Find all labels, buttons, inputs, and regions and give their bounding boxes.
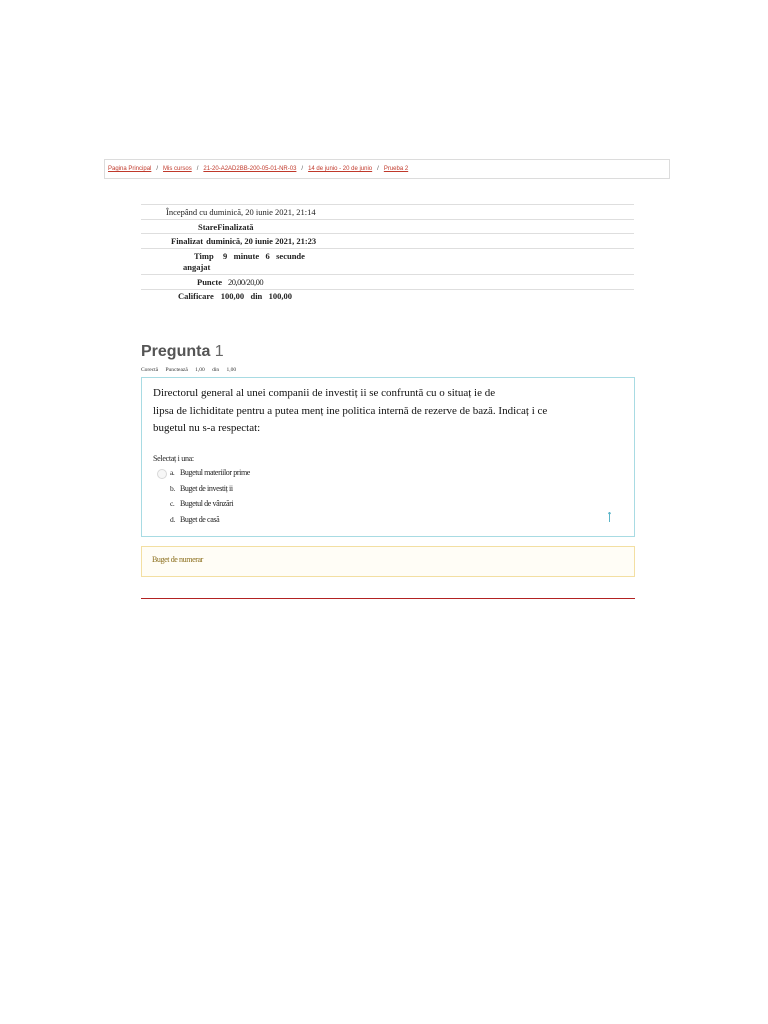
breadcrumb — [104, 159, 670, 179]
answer-option-d[interactable] — [170, 515, 219, 524]
time-value: 9 minute 6 secunde — [223, 251, 305, 261]
state-value: Finalizată — [217, 222, 254, 232]
breadcrumb-my-courses-link[interactable]: Mis cursos — [163, 166, 192, 172]
points-value: 20,00/20,00 — [228, 277, 264, 287]
answer-letter: b. — [170, 484, 175, 493]
section-divider — [141, 598, 635, 599]
breadcrumb-course-link[interactable]: 21-20-A2AD2BB-200-05-01-NR-03 — [203, 166, 297, 172]
question-text — [153, 385, 623, 438]
breadcrumb-quiz-link[interactable]: Prueba 2 — [383, 166, 409, 172]
summary-row-state — [141, 219, 634, 233]
grade-value: 100,00 din 100,00 — [220, 291, 293, 301]
time-label-line2: angajat — [183, 262, 211, 272]
time-label-line1: Timp — [194, 251, 214, 261]
finished-label: Finalizat — [171, 236, 204, 246]
grade-label: Calificare — [178, 291, 214, 301]
summary-row-points — [141, 274, 634, 289]
correct-marker-icon — [608, 512, 611, 522]
summary-row-started — [141, 204, 634, 219]
answer-letter: c. — [170, 499, 175, 508]
correct-answer-feedback — [141, 546, 635, 577]
question-meta: Corectă Punctează 1,00 din 1,00 — [141, 367, 237, 373]
correct-answer-text: Buget de numerar — [152, 555, 203, 564]
select-one-prompt: Selectaț i una: — [153, 454, 194, 463]
breadcrumb-separator: / — [377, 166, 379, 172]
started-text: Începând cu duminică, 20 iunie 2021, 21:14 — [166, 207, 316, 217]
answer-option-b[interactable] — [170, 484, 233, 493]
breadcrumb-separator: / — [156, 166, 159, 172]
question-text-line: bugetul nu s-a respectat: — [153, 422, 261, 434]
breadcrumb-home-link[interactable]: Pagina Principal — [108, 166, 152, 172]
summary-row-grade — [141, 289, 634, 305]
question-title — [141, 343, 224, 361]
answer-radio-a[interactable] — [157, 469, 167, 479]
answer-letter: d. — [170, 515, 175, 524]
answer-text: Buget de investiț ii — [180, 484, 233, 493]
answer-letter: a. — [170, 468, 175, 477]
summary-row-time — [141, 248, 634, 274]
summary-row-finished — [141, 233, 634, 248]
question-text-line: Directorul general al unei companii de investiț ii se confruntă cu o situaț ie de — [153, 387, 496, 399]
points-label: Puncte — [197, 277, 223, 287]
finished-value: duminică, 20 iunie 2021, 21:23 — [206, 236, 317, 246]
question-title-word: Pregunta — [141, 343, 211, 360]
answer-text: Buget de casă — [180, 515, 220, 524]
breadcrumb-separator: / — [196, 166, 199, 172]
question-content-box — [141, 377, 635, 537]
answer-text: Bugetul de vânzări — [180, 499, 234, 508]
breadcrumb-week-link[interactable]: 14 de junio - 20 de junio — [308, 166, 373, 172]
breadcrumb-separator: / — [301, 166, 304, 172]
question-number: 1 — [214, 343, 224, 360]
answer-option-a[interactable] — [170, 468, 250, 477]
state-label: Stare — [198, 222, 218, 232]
answer-option-c[interactable] — [170, 499, 233, 508]
attempt-summary-table — [141, 204, 634, 305]
answer-text: Bugetul materiilor prime — [180, 468, 250, 477]
question-text-line: lipsa de lichiditate pentru a putea menț ine politica internă de rezerve de bază. Indicaț i ce — [153, 404, 548, 417]
